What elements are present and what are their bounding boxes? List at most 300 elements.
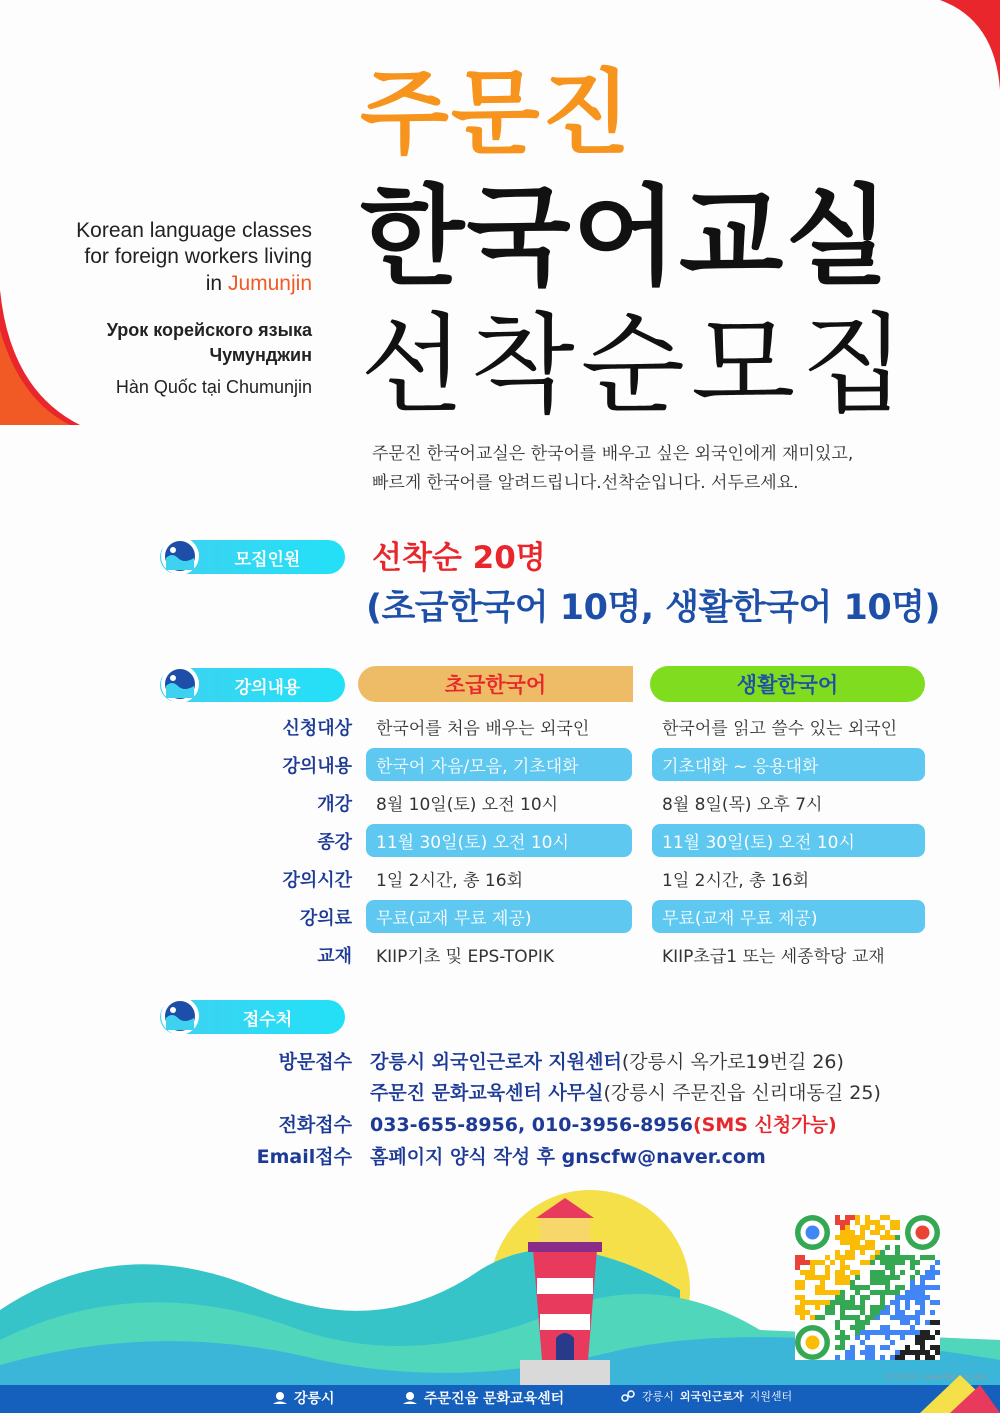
footer-org3-suffix: 지원센터: [749, 1390, 793, 1403]
visit-addr-2: (강릉시 주문진읍 신리대동길 25): [603, 1082, 881, 1104]
course-row-label: 교재: [317, 946, 352, 967]
qr-code-icon[interactable]: [795, 1215, 940, 1360]
qr-module: [910, 1295, 915, 1300]
qr-module: [800, 1280, 805, 1285]
qr-module: [935, 1330, 940, 1335]
title-class: 한국어교실: [360, 175, 892, 300]
intro-text: [372, 440, 853, 498]
qr-module: [905, 1295, 910, 1300]
qr-module: [845, 1225, 850, 1230]
qr-module: [895, 1235, 900, 1240]
qr-module: [835, 1235, 840, 1240]
subtitle-ru-line2: Чумунджин: [209, 345, 312, 366]
qr-module: [925, 1335, 930, 1340]
qr-module: [885, 1275, 890, 1280]
qr-module: [905, 1255, 910, 1260]
qr-module: [865, 1245, 870, 1250]
visit-name-2: 주문진 문화교육센터 사무실: [370, 1082, 604, 1104]
qr-module: [905, 1300, 910, 1305]
qr-module: [850, 1315, 855, 1320]
qr-module: [890, 1275, 895, 1280]
course-cell-beginner: 무료(교재 무료 제공): [366, 900, 632, 933]
qr-module: [890, 1270, 895, 1275]
qr-module: [920, 1345, 925, 1350]
qr-module: [895, 1355, 900, 1360]
course-row-label: 강의내용: [282, 756, 352, 777]
qr-module: [860, 1295, 865, 1300]
qr-module: [810, 1315, 815, 1320]
qr-module: [870, 1305, 875, 1310]
qr-module: [855, 1275, 860, 1280]
qr-module: [865, 1285, 870, 1290]
qr-module: [880, 1270, 885, 1275]
qr-module: [900, 1310, 905, 1315]
qr-module: [850, 1345, 855, 1350]
qr-module: [850, 1325, 855, 1330]
qr-module: [855, 1305, 860, 1310]
qr-module: [800, 1295, 805, 1300]
recruit-section-pill: [160, 540, 345, 574]
qr-module: [870, 1275, 875, 1280]
qr-module: [890, 1225, 895, 1230]
qr-module: [845, 1215, 850, 1220]
qr-module: [935, 1300, 940, 1305]
qr-module: [925, 1330, 930, 1335]
qr-module: [915, 1295, 920, 1300]
qr-module: [855, 1235, 860, 1240]
qr-module: [885, 1260, 890, 1265]
qr-module: [860, 1340, 865, 1345]
qr-module: [875, 1305, 880, 1310]
course-row-label: 개강: [317, 794, 352, 815]
qr-module: [820, 1285, 825, 1290]
qr-module: [860, 1250, 865, 1255]
qr-module: [840, 1310, 845, 1315]
qr-module: [935, 1350, 940, 1355]
qr-module: [915, 1330, 920, 1335]
qr-module: [890, 1315, 895, 1320]
qr-module: [930, 1355, 935, 1360]
qr-module: [920, 1295, 925, 1300]
qr-module: [845, 1255, 850, 1260]
qr-module: [930, 1275, 935, 1280]
qr-module: [835, 1320, 840, 1325]
qr-module: [935, 1285, 940, 1290]
qr-module: [895, 1255, 900, 1260]
qr-module: [870, 1350, 875, 1355]
qr-module: [880, 1280, 885, 1285]
qr-module: [880, 1355, 885, 1360]
qr-module: [845, 1230, 850, 1235]
qr-module: [910, 1330, 915, 1335]
qr-module: [815, 1290, 820, 1295]
qr-module: [935, 1270, 940, 1275]
qr-module: [920, 1305, 925, 1310]
course-cell-beginner: KIIP기초 및 EPS-TOPIK: [376, 947, 555, 967]
qr-module: [875, 1270, 880, 1275]
qr-module: [880, 1225, 885, 1230]
qr-module: [925, 1255, 930, 1260]
qr-module: [915, 1315, 920, 1320]
qr-module: [925, 1355, 930, 1360]
qr-module: [835, 1275, 840, 1280]
qr-module: [870, 1240, 875, 1245]
qr-module: [855, 1330, 860, 1335]
qr-module: [840, 1305, 845, 1310]
qr-module: [820, 1275, 825, 1280]
email-value: [370, 1142, 766, 1169]
qr-module: [915, 1270, 920, 1275]
subtitle-russian: [107, 318, 312, 368]
qr-module: [800, 1270, 805, 1275]
qr-module: [865, 1315, 870, 1320]
qr-module: [890, 1220, 895, 1225]
qr-module: [920, 1300, 925, 1305]
qr-module: [815, 1305, 820, 1310]
qr-module: [890, 1340, 895, 1345]
qr-module: [795, 1305, 800, 1310]
qr-module: [840, 1315, 845, 1320]
qr-module: [865, 1225, 870, 1230]
qr-module: [870, 1330, 875, 1335]
qr-module: [885, 1330, 890, 1335]
qr-module: [860, 1330, 865, 1335]
subtitle-en-line1: Korean language classes: [76, 219, 312, 242]
qr-module: [870, 1290, 875, 1295]
qr-finder-top-right: [905, 1215, 940, 1250]
qr-module: [900, 1350, 905, 1355]
qr-module: [880, 1250, 885, 1255]
qr-module: [930, 1255, 935, 1260]
qr-module: [895, 1245, 900, 1250]
courses-section-label: 강의내용: [234, 677, 301, 698]
qr-module: [895, 1260, 900, 1265]
qr-module: [795, 1260, 800, 1265]
qr-module: [870, 1230, 875, 1235]
qr-module: [855, 1325, 860, 1330]
qr-module: [835, 1295, 840, 1300]
footer-org2: 주문진읍 문화교육센터: [424, 1391, 565, 1407]
qr-module: [800, 1310, 805, 1315]
qr-module: [825, 1300, 830, 1305]
qr-module: [850, 1285, 855, 1290]
qr-module: [885, 1335, 890, 1340]
qr-module: [865, 1215, 870, 1220]
qr-module: [860, 1285, 865, 1290]
qr-module: [835, 1280, 840, 1285]
qr-module: [795, 1280, 800, 1285]
qr-module: [835, 1355, 840, 1360]
qr-module: [915, 1285, 920, 1290]
qr-module: [855, 1335, 860, 1340]
qr-module: [825, 1290, 830, 1295]
qr-module: [865, 1355, 870, 1360]
qr-module: [915, 1335, 920, 1340]
qr-module: [795, 1295, 800, 1300]
qr-module: [910, 1350, 915, 1355]
qr-module: [840, 1260, 845, 1265]
course-row-label: 강의료: [299, 908, 352, 929]
qr-module: [840, 1230, 845, 1235]
qr-module: [845, 1250, 850, 1255]
qr-module: [845, 1305, 850, 1310]
visit-addr-1: (강릉시 옥가로19번길 26): [621, 1051, 844, 1073]
qr-module: [835, 1250, 840, 1255]
qr-module: [900, 1320, 905, 1325]
course-cell-daily: 8월 8일(목) 오후 7시: [662, 795, 823, 815]
image-credit: 이미지출처 : www.flaticon.com: [884, 1373, 987, 1381]
subtitle-vietnamese: Hàn Quốc tại Chumunjin: [115, 377, 312, 397]
qr-module: [885, 1215, 890, 1220]
qr-module: [930, 1320, 935, 1325]
qr-module: [850, 1240, 855, 1245]
qr-module: [935, 1345, 940, 1350]
qr-module: [805, 1300, 810, 1305]
phone-note: (SMS 신청가능): [693, 1114, 837, 1136]
phone-numbers: 033-655-8956, 010-3956-8956: [370, 1114, 693, 1136]
qr-module: [860, 1245, 865, 1250]
qr-module: [925, 1275, 930, 1280]
qr-module: [935, 1320, 940, 1325]
qr-module: [830, 1300, 835, 1305]
qr-module: [845, 1335, 850, 1340]
qr-module: [875, 1330, 880, 1335]
qr-module: [885, 1255, 890, 1260]
qr-module: [830, 1310, 835, 1315]
qr-module: [800, 1305, 805, 1310]
course-cell-daily: 11월 30일(토) 오전 10시: [652, 824, 925, 857]
qr-module: [905, 1330, 910, 1335]
qr-module: [825, 1270, 830, 1275]
qr-module: [860, 1225, 865, 1230]
qr-module: [895, 1315, 900, 1320]
visit-location-1: [370, 1047, 844, 1074]
qr-module: [860, 1305, 865, 1310]
qr-module: [840, 1280, 845, 1285]
qr-module: [835, 1345, 840, 1350]
subtitle-en-line3: [76, 271, 312, 297]
qr-module: [795, 1310, 800, 1315]
qr-module: [845, 1300, 850, 1305]
phone-value: [370, 1110, 837, 1137]
qr-module: [830, 1305, 835, 1310]
qr-module: [805, 1310, 810, 1315]
course-cell-beginner: 8월 10일(토) 오전 10시: [376, 795, 559, 815]
qr-module: [890, 1255, 895, 1260]
qr-module: [870, 1345, 875, 1350]
qr-module: [810, 1275, 815, 1280]
qr-module: [840, 1300, 845, 1305]
qr-module: [860, 1300, 865, 1305]
gangneung-logo-icon: [272, 1390, 288, 1406]
worker-center-logo-icon: [620, 1388, 636, 1404]
qr-module: [895, 1310, 900, 1315]
qr-module: [870, 1260, 875, 1265]
qr-module: [865, 1220, 870, 1225]
qr-module: [915, 1290, 920, 1295]
wave-badge-icon: [160, 664, 200, 704]
qr-module: [810, 1300, 815, 1305]
qr-module: [870, 1220, 875, 1225]
qr-module: [840, 1295, 845, 1300]
qr-module: [855, 1240, 860, 1245]
qr-module: [860, 1230, 865, 1235]
qr-module: [930, 1270, 935, 1275]
qr-module: [885, 1235, 890, 1240]
recruit-count: 선착순 20명: [372, 540, 546, 576]
qr-module: [915, 1350, 920, 1355]
qr-module: [880, 1305, 885, 1310]
subtitle-ru-line1: Урок корейского языка: [106, 320, 312, 340]
footer-org1: 강릉시: [294, 1391, 335, 1407]
course-cell-beginner: 1일 2시간, 총 16회: [376, 871, 523, 891]
qr-module: [860, 1260, 865, 1265]
subtitle-en-line2: for foreign workers living: [84, 245, 312, 269]
qr-module: [870, 1255, 875, 1260]
top-right-corner-decoration: [940, 0, 1000, 90]
qr-module: [890, 1300, 895, 1305]
qr-module: [810, 1270, 815, 1275]
qr-module: [865, 1335, 870, 1340]
qr-module: [885, 1230, 890, 1235]
qr-module: [860, 1325, 865, 1330]
qr-module: [910, 1260, 915, 1265]
qr-module: [800, 1315, 805, 1320]
qr-module: [905, 1345, 910, 1350]
qr-module: [845, 1220, 850, 1225]
qr-module: [835, 1255, 840, 1260]
qr-module: [895, 1305, 900, 1310]
course-cell-daily: 무료(교재 무료 제공): [652, 900, 925, 933]
course-header-daily: 생활한국어: [650, 666, 925, 702]
qr-module: [915, 1300, 920, 1305]
subtitle-english: [76, 218, 312, 297]
contact-section-label: 접수처: [242, 1009, 293, 1030]
qr-module: [930, 1285, 935, 1290]
qr-module: [880, 1330, 885, 1335]
qr-module: [875, 1225, 880, 1230]
qr-module: [850, 1355, 855, 1360]
qr-module: [895, 1220, 900, 1225]
qr-module: [845, 1355, 850, 1360]
qr-module: [885, 1345, 890, 1350]
course-cell-beginner: 한국어를 처음 배우는 외국인: [376, 719, 590, 739]
qr-module: [910, 1325, 915, 1330]
qr-module: [910, 1255, 915, 1260]
qr-module: [860, 1310, 865, 1315]
qr-module: [850, 1270, 855, 1275]
qr-module: [920, 1275, 925, 1280]
qr-module: [890, 1265, 895, 1270]
qr-module: [900, 1255, 905, 1260]
qr-module: [820, 1260, 825, 1265]
qr-module: [850, 1245, 855, 1250]
qr-module: [820, 1315, 825, 1320]
qr-module: [815, 1300, 820, 1305]
qr-module: [925, 1320, 930, 1325]
qr-module: [895, 1290, 900, 1295]
qr-module: [895, 1350, 900, 1355]
qr-module: [920, 1335, 925, 1340]
qr-module: [815, 1285, 820, 1290]
qr-module: [850, 1305, 855, 1310]
qr-module: [900, 1285, 905, 1290]
top-left-corner-decoration: [0, 0, 80, 430]
qr-module: [850, 1300, 855, 1305]
qr-module: [875, 1250, 880, 1255]
qr-module: [820, 1300, 825, 1305]
qr-module: [905, 1350, 910, 1355]
qr-module: [800, 1300, 805, 1305]
qr-module: [855, 1320, 860, 1325]
qr-module: [900, 1270, 905, 1275]
intro-line2: 빠르게 한국어를 알려드립니다.선착순입니다. 서두르세요.: [372, 472, 799, 493]
visit-location-2: [370, 1078, 881, 1105]
qr-module: [895, 1250, 900, 1255]
qr-module: [925, 1295, 930, 1300]
qr-module: [900, 1295, 905, 1300]
intro-line1: 주문진 한국어교실은 한국어를 배우고 싶은 외국인에게 재미있고,: [372, 444, 854, 464]
qr-module: [920, 1350, 925, 1355]
qr-module: [890, 1235, 895, 1240]
qr-module: [795, 1285, 800, 1290]
qr-module: [910, 1275, 915, 1280]
qr-module: [935, 1260, 940, 1265]
qr-module: [800, 1285, 805, 1290]
qr-module: [815, 1275, 820, 1280]
course-cell-daily: KIIP초급1 또는 세종학당 교재: [662, 947, 885, 967]
qr-module: [855, 1290, 860, 1295]
qr-module: [880, 1290, 885, 1295]
course-cell-beginner: 한국어 자음/모음, 기초대화: [366, 748, 632, 781]
qr-module: [845, 1235, 850, 1240]
jumunjin-logo-icon: [402, 1390, 418, 1406]
email-address[interactable]: gnscfw@naver.com: [561, 1146, 766, 1168]
qr-module: [870, 1270, 875, 1275]
qr-module: [840, 1265, 845, 1270]
qr-module: [820, 1290, 825, 1295]
qr-module: [930, 1345, 935, 1350]
qr-module: [855, 1220, 860, 1225]
qr-module: [895, 1295, 900, 1300]
qr-module: [875, 1255, 880, 1260]
qr-module: [915, 1310, 920, 1315]
recruit-breakdown: (초급한국어 10명, 생활한국어 10명): [366, 588, 940, 628]
qr-module: [840, 1335, 845, 1340]
visit-label: 방문접수: [278, 1051, 352, 1073]
visit-name-1: 강릉시 외국인근로자 지원센터: [370, 1051, 622, 1073]
qr-module: [905, 1320, 910, 1325]
qr-module: [925, 1270, 930, 1275]
qr-module: [810, 1265, 815, 1270]
qr-module: [885, 1305, 890, 1310]
qr-module: [805, 1270, 810, 1275]
qr-module: [810, 1260, 815, 1265]
qr-module: [850, 1250, 855, 1255]
title-recruit: 선착순모집: [360, 303, 912, 428]
subtitle-en-place: Jumunjin: [227, 271, 312, 295]
qr-module: [840, 1255, 845, 1260]
qr-module: [835, 1270, 840, 1275]
qr-module: [805, 1275, 810, 1280]
qr-module: [855, 1245, 860, 1250]
qr-module: [815, 1260, 820, 1265]
qr-module: [835, 1220, 840, 1225]
recruit-section-label: 모집인원: [234, 549, 301, 570]
qr-module: [850, 1295, 855, 1300]
qr-module: [930, 1310, 935, 1315]
phone-label: 전화접수: [278, 1114, 352, 1136]
